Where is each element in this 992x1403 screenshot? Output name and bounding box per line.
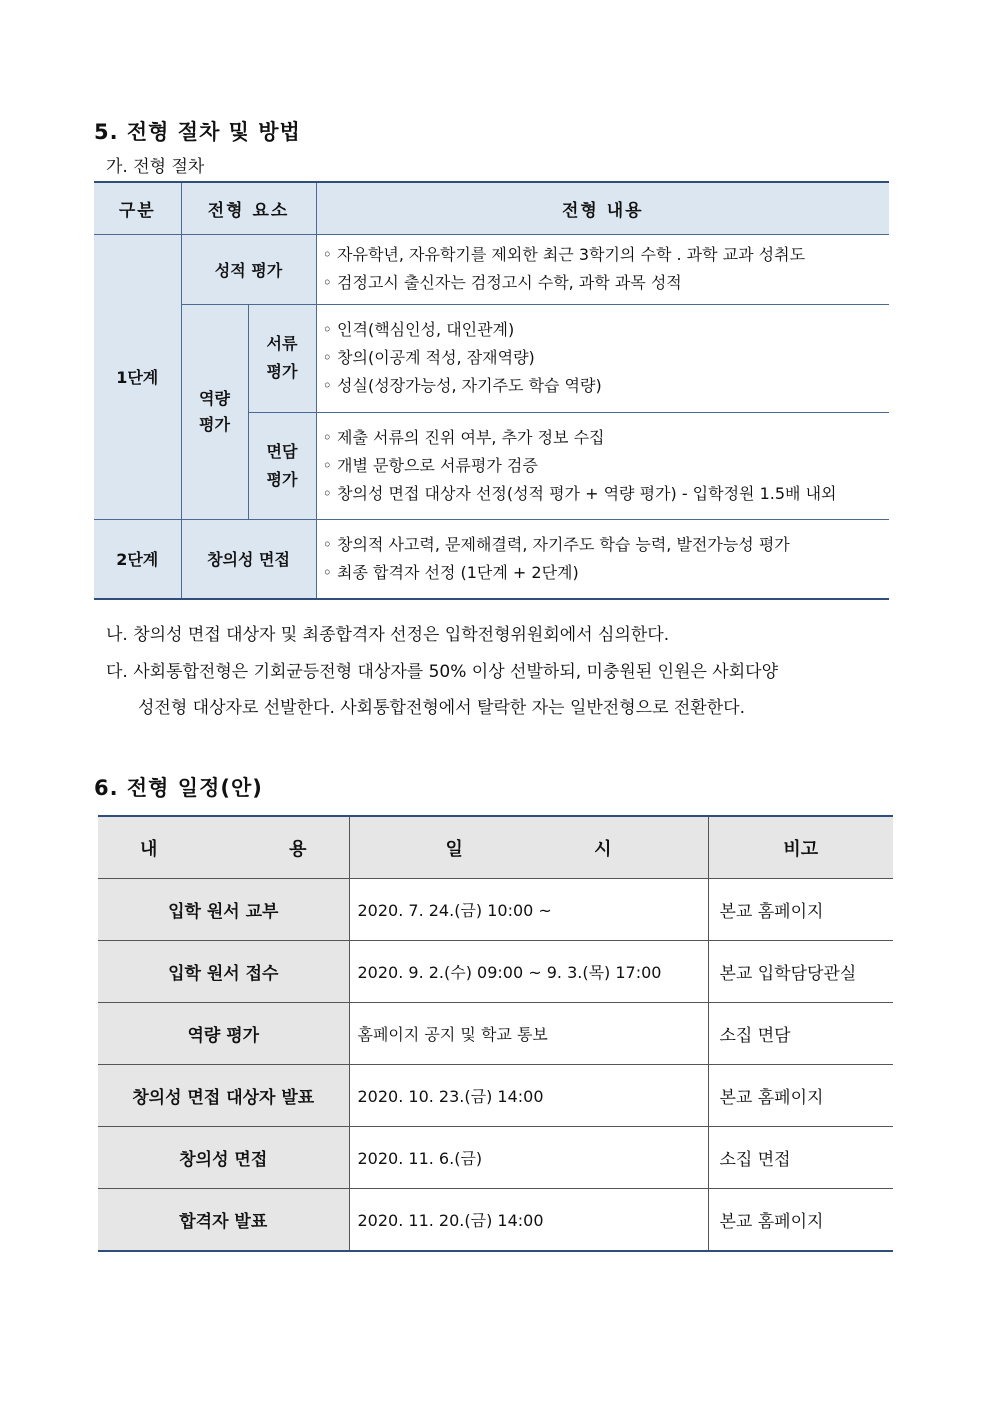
section-5-title: 5. 전형 절차 및 방법 (94, 120, 301, 144)
list-item: ◦ 창의(이공계 적성, 잠재역량) (322, 348, 535, 367)
list-item: ◦ 창의적 사고력, 문제해결력, 자기주도 학습 능력, 발전가능성 평가 (322, 534, 790, 554)
schedule-note: 본교 홈페이지 (708, 1065, 893, 1127)
header-date (349, 816, 708, 879)
table-row (98, 1127, 893, 1189)
header-date-b: 시 (594, 838, 612, 860)
header-date-a: 일 (445, 838, 463, 860)
paragraph-c-line2: 성전형 대상자로 선발한다. 사회통합전형에서 탈락한 자는 일반전형으로 전환한다. (138, 698, 745, 718)
creative-interview-label: 창의성 면접 (181, 519, 316, 599)
schedule-item: 입학 원서 접수 (98, 941, 349, 1003)
schedule-date: 홈페이지 공지 및 학교 통보 (349, 1003, 708, 1065)
schedule-item: 합격자 발표 (98, 1189, 349, 1252)
subsection-a-title: 가. 전형 절차 (106, 157, 205, 177)
schedule-note: 소집 면담 (708, 1003, 893, 1065)
list-item: ◦ 개별 문항으로 서류평가 검증 (322, 455, 538, 475)
table-row (98, 879, 893, 941)
doc-eval-label: 서류 평가 (248, 304, 316, 412)
schedule-date: 2020. 10. 23.(금) 14:00 (349, 1065, 708, 1127)
schedule-item: 창의성 면접 대상자 발표 (98, 1065, 349, 1127)
list-item: ◦ 최종 합격자 선정 (1단계 + 2단계) (322, 562, 579, 582)
stage-1-label: 1단계 (94, 234, 181, 519)
table-row (98, 1065, 893, 1127)
schedule-date: 2020. 11. 6.(금) (349, 1127, 708, 1189)
schedule-date: 2020. 7. 24.(금) 10:00 ~ (349, 879, 708, 941)
list-item: ◦ 창의성 면접 대상자 선정(성적 평가 + 역량 평가) - 입학정원 1.5배 내외 (322, 483, 837, 503)
table-row (98, 1189, 893, 1252)
header-content-a: 내 (140, 838, 158, 860)
schedule-date: 2020. 11. 20.(금) 14:00 (349, 1189, 708, 1252)
list-item: ◦ 자유학년, 자유학기를 제외한 최근 3학기의 수학 . 과학 교과 성취도 (322, 245, 806, 264)
list-item: ◦ 인격(핵심인성, 대인관계) (322, 320, 515, 339)
header-content (98, 816, 349, 879)
schedule-note: 본교 홈페이지 (708, 1189, 893, 1252)
section-6-title: 6. 전형 일정(안) (94, 776, 263, 800)
grade-eval-content (316, 234, 889, 304)
header-category: 구분 (94, 182, 181, 234)
interview-eval-content (316, 412, 889, 519)
table-row (98, 941, 893, 1003)
table-row (98, 1003, 893, 1065)
paragraph-c-line1: 다. 사회통합전형은 기회균등전형 대상자를 50% 이상 선발하되, 미충원된 인원은 사회다양 (106, 662, 778, 682)
list-item: ◦ 성실(성장가능성, 자기주도 학습 역량) (322, 376, 602, 395)
schedule-table (98, 815, 893, 1252)
schedule-item: 역량 평가 (98, 1003, 349, 1065)
schedule-item: 입학 원서 교부 (98, 879, 349, 941)
list-item: ◦ 제출 서류의 진위 여부, 추가 정보 수집 (322, 427, 605, 447)
schedule-date: 2020. 9. 2.(수) 09:00 ~ 9. 3.(목) 17:00 (349, 941, 708, 1003)
header-content: 전형 내용 (316, 182, 889, 234)
doc-eval-content (316, 304, 889, 412)
creative-interview-content (316, 519, 889, 599)
header-content-b: 용 (289, 838, 307, 860)
schedule-note: 본교 입학담당관실 (708, 941, 893, 1003)
grade-eval-label: 성적 평가 (181, 234, 316, 304)
schedule-note: 본교 홈페이지 (708, 879, 893, 941)
schedule-item: 창의성 면접 (98, 1127, 349, 1189)
capacity-eval-label: 역량 평가 (181, 304, 248, 519)
selection-procedure-table (94, 181, 889, 600)
interview-eval-label: 면담 평가 (248, 412, 316, 519)
list-item: ◦ 검정고시 출신자는 검정고시 수학, 과학 과목 성적 (322, 273, 682, 292)
header-note: 비고 (708, 816, 893, 879)
header-element: 전형 요소 (181, 182, 316, 234)
paragraph-b: 나. 창의성 면접 대상자 및 최종합격자 선정은 입학전형위원회에서 심의한다. (106, 625, 670, 645)
schedule-note: 소집 면접 (708, 1127, 893, 1189)
stage-2-label: 2단계 (94, 519, 181, 599)
